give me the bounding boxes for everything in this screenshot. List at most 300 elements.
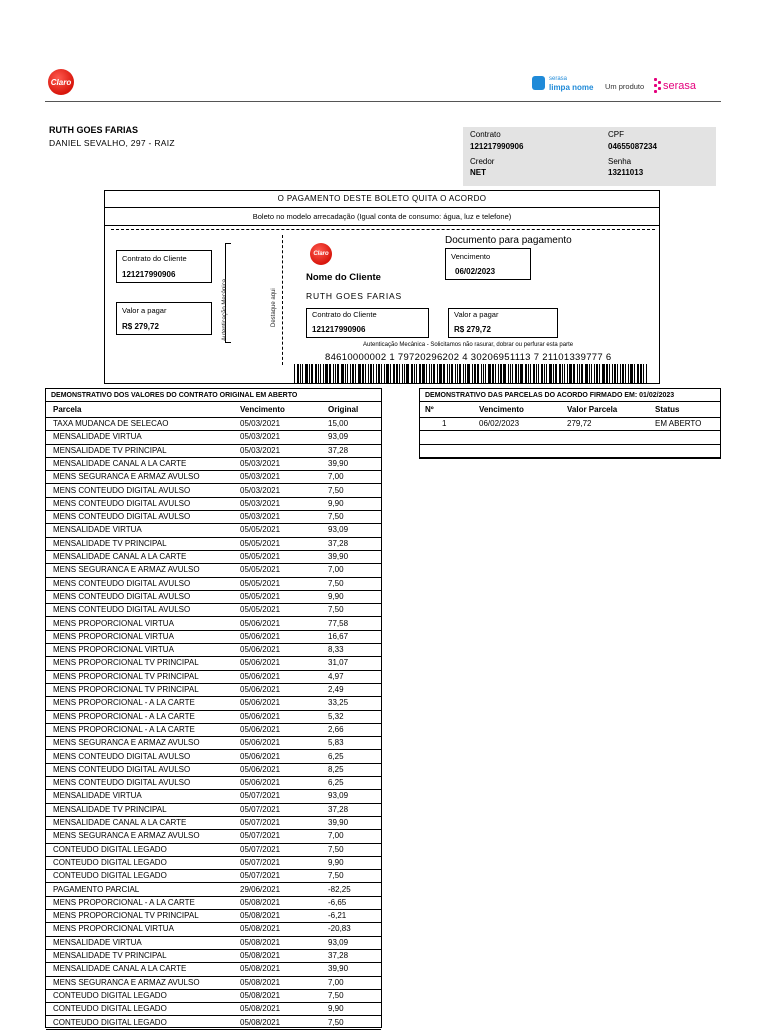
demonstrativo-original-title: DEMONSTRATIVO DOS VALORES DO CONTRATO ORIGINAL EM ABERTO [46,389,381,402]
vencimento-value: 06/02/2023 [455,267,496,276]
table-row [46,844,381,857]
vencimento-cell: 05/08/2021 [240,911,281,921]
table-row [46,418,381,431]
serasa-small-label: serasa [549,76,568,82]
barcode-bar [609,364,610,383]
stub-contrato-box [116,250,212,283]
barcode-bar [311,364,313,383]
original-cell: 93,09 [328,525,349,535]
serasa-limpa-nome-icon [532,76,545,90]
senha-value: 13211013 [608,168,644,177]
parcela-cell: MENSALIDADE TV PRINCIPAL [53,951,167,960]
documento-pagamento-title: Documento para pagamento [445,235,572,246]
table-row [46,764,381,777]
barcode-bar [431,364,432,383]
col-numero: Nº [425,405,434,414]
original-cell: 39,90 [328,818,349,827]
original-cell: 37,28 [328,445,349,455]
vencimento-cell: 05/07/2021 [240,791,281,801]
barcode-bar [596,364,598,383]
barcode-bar [416,364,417,383]
original-cell: 39,90 [328,458,349,468]
barcode-bar [381,364,382,383]
table-row [46,471,381,484]
barcode-bar [483,364,484,383]
autenticacao-vertical-label: Autenticação Mecânica [222,278,228,341]
barcode-bar [426,364,427,383]
original-cell: 5,83 [328,738,344,748]
barcode-bar [585,364,588,383]
barcode-bar [341,364,344,383]
original-cell: 2,49 [328,685,344,694]
barcode-bar [467,364,470,383]
original-cell: 7,50 [328,844,344,854]
barcode-bar [457,364,458,383]
table-row [46,485,381,498]
status-cell: EM ABERTO [655,419,702,428]
vencimento-cell: 05/03/2021 [240,512,281,522]
original-cell: 8,25 [328,764,344,774]
barcode-bar [510,364,511,383]
original-cell: 7,00 [328,472,344,482]
parcela-cell: CONTEUDO DIGITAL LEGADO [53,857,167,867]
table-row [420,431,720,444]
parcela-cell: MENS PROPORCIONAL - A LA CARTE [53,711,195,721]
barcode-bar [515,364,517,383]
parcela-cell: MENS PROPORCIONAL - A LA CARTE [53,724,195,734]
original-cell: 7,50 [328,578,344,588]
barcode-bar [329,364,331,383]
vencimento-cell: 29/06/2021 [240,884,281,894]
barcode-bar [350,364,351,383]
table-row [46,604,381,617]
barcode [294,364,650,383]
vencimento-cell: 05/08/2021 [240,897,281,907]
barcode-bar [465,364,466,383]
table-row [46,870,381,883]
barcode-bar [370,364,372,383]
barcode-bar [528,364,529,383]
barcode-bar [555,364,557,383]
table-row [46,591,381,604]
original-cell: 4,97 [328,671,344,681]
table-row [46,711,381,724]
original-cell: 7,50 [328,1017,344,1027]
barcode-bar [602,364,605,383]
barcode-bar [637,364,639,383]
vencimento-cell: 05/06/2021 [240,685,281,694]
original-cell: -20,83 [328,924,351,934]
barcode-bar [325,364,328,383]
barcode-bar [646,364,647,383]
vencimento-cell: 05/08/2021 [240,977,281,987]
table-row [46,923,381,936]
barcode-bar [433,364,435,383]
parcela-cell: MENS CONTEUDO DIGITAL AVULSO [53,605,191,615]
barcode-bar [443,364,445,383]
barcode-bar [472,364,473,383]
destaque-line [282,235,283,365]
vencimento-cell: 05/06/2021 [240,698,281,708]
original-cell: 9,90 [328,498,344,508]
original-cell: -82,25 [328,884,351,894]
parcela-cell: MENS CONTEUDO DIGITAL AVULSO [53,778,191,788]
parcela-cell: MENS SEGURANCA E ARMAZ AVULSO [53,977,200,987]
stub-contrato-value: 121217990906 [122,270,176,279]
nome-cliente-value: RUTH GOES FARIAS [306,291,402,301]
vencimento-cell: 05/06/2021 [240,764,281,774]
parcela-cell: MENSALIDADE VIRTUA [53,791,142,801]
nome-cliente-label: Nome do Cliente [306,272,381,283]
contract-info-box [463,127,716,186]
original-cell: 7,50 [328,871,344,881]
cpf-label: CPF [608,130,624,139]
parcela-cell: MENS CONTEUDO DIGITAL AVULSO [53,498,191,508]
barcode-bar [345,364,346,383]
barcode-bar [503,364,506,383]
barcode-bar [612,364,613,383]
original-cell: 9,90 [328,857,344,867]
vencimento-cell: 05/03/2021 [240,458,281,468]
parcela-cell: MENS PROPORCIONAL TV PRINCIPAL [53,658,199,668]
barcode-bar [553,364,554,383]
table-row [46,857,381,870]
table-row [46,445,381,458]
barcode-bar [297,364,299,383]
original-cell: 7,00 [328,831,344,841]
parcela-cell: MENSALIDADE VIRTUA [53,937,142,947]
barcode-bar [536,364,537,383]
barcode-bar [589,364,590,383]
barcode-bar [520,364,523,383]
original-cell: 16,67 [328,631,349,641]
vencimento-cell: 05/08/2021 [240,964,281,974]
vencimento-cell: 05/03/2021 [240,432,281,442]
original-cell: 6,25 [328,751,344,761]
table-row [46,498,381,511]
barcode-bar [315,364,317,383]
barcode-bar [533,364,535,383]
numero-cell: 1 [442,419,447,428]
parcela-cell: MENSALIDADE TV PRINCIPAL [53,538,167,548]
original-cell: 7,50 [328,512,344,522]
parcela-cell: MENS CONTEUDO DIGITAL AVULSO [53,751,191,761]
valor-pagar-value: R$ 279,72 [454,325,491,334]
barcode-bar [617,364,618,383]
barcode-bar [625,364,626,383]
barcode-bar [594,364,595,383]
table-row [46,458,381,471]
col-acordo-vencimento: Vencimento [479,405,524,414]
barcode-bar [577,364,578,383]
parcela-cell: MENSALIDADE CANAL A LA CARTE [53,552,187,561]
vencimento-cell: 05/05/2021 [240,591,281,601]
original-cell: 7,00 [328,977,344,987]
barcode-bar [414,364,415,383]
vencimento-cell: 05/07/2021 [240,871,281,881]
barcode-bar [477,364,479,383]
vencimento-cell: 05/07/2021 [240,804,281,814]
col-original: Original [328,405,359,414]
vencimento-cell: 05/06/2021 [240,778,281,788]
table-row [46,897,381,910]
parcela-cell: MENS PROPORCIONAL TV PRINCIPAL [53,685,199,694]
vencimento-cell: 05/08/2021 [240,1004,281,1014]
table-row [46,884,381,897]
original-cell: 93,09 [328,791,349,801]
parcela-cell: MENSALIDADE VIRTUA [53,525,142,535]
barcode-bar [459,364,461,383]
barcode-bar [386,364,389,383]
vencimento-cell: 05/05/2021 [240,605,281,615]
table-row [46,431,381,444]
header-divider [45,101,721,102]
senha-label: Senha [608,157,632,166]
valor-pagar-label: Valor a pagar [454,310,499,319]
barcode-bar [390,364,391,383]
table-row [420,445,720,458]
parcela-cell: CONTEUDO DIGITAL LEGADO [53,871,167,881]
original-cell: 6,25 [328,778,344,788]
parcela-cell: CONTEUDO DIGITAL LEGADO [53,1004,167,1014]
original-cell: 39,90 [328,964,349,974]
barcode-bar [562,364,563,383]
barcode-bar [411,364,413,383]
vencimento-cell: 05/06/2021 [240,645,281,655]
vencimento-cell: 05/05/2021 [240,552,281,561]
vencimento-cell: 05/07/2021 [240,844,281,854]
barcode-bar [559,364,561,383]
stub-valor-label: Valor a pagar [122,306,167,315]
vencimento-cell: 05/03/2021 [240,419,281,428]
table-row [420,418,720,431]
serasa-logo: serasa [663,80,697,92]
demonstrativo-original-table [45,388,382,1028]
original-cell: 39,90 [328,552,349,561]
destaque-vertical-label: Destaque aqui [271,288,277,327]
boleto-quita-text: O PAGAMENTO DESTE BOLETO QUITA O ACORDO [105,191,659,208]
linha-digitavel: 84610000002 1 79720296202 4 30206951113 7 21101339777 6 [325,352,612,363]
barcode-bar [538,364,539,383]
parcela-cell: CONTEUDO DIGITAL LEGADO [53,990,167,1000]
vencimento-cell: 05/06/2021 [240,631,281,641]
parcela-cell: MENS SEGURANCA E ARMAZ AVULSO [53,831,200,841]
valor-parcela-cell: 279,72 [567,419,592,428]
barcode-bar [564,364,565,383]
table-row [46,977,381,990]
parcela-cell: MENSALIDADE TV PRINCIPAL [53,804,167,814]
col-status: Status [655,405,680,414]
contrato-label: Contrato [470,130,501,139]
vencimento-cell: 05/06/2021 [240,671,281,681]
original-cell: 37,28 [328,538,349,548]
barcode-bar [643,364,644,383]
table-row [46,671,381,684]
original-cell: 93,09 [328,432,349,442]
table-row [46,618,381,631]
barcode-bar [376,364,377,383]
barcode-bar [300,364,301,383]
barcode-bar [320,364,321,383]
barcode-bar [508,364,509,383]
vencimento-cell: 05/05/2021 [240,565,281,575]
table-row [46,631,381,644]
barcode-bar [365,364,366,383]
boleto-slip [104,190,660,384]
parcela-cell: MENS CONTEUDO DIGITAL AVULSO [53,512,191,522]
demonstrativo-acordo-table [419,388,721,459]
customer-address: DANIEL SEVALHO, 297 - RAIZ [49,138,175,148]
barcode-bar [429,364,430,383]
barcode-bar [634,364,635,383]
barcode-bar [640,364,642,383]
boleto-modelo-text: Boleto no modelo arrecadação (Igual conta de consumo: água, luz e telefone) [105,208,659,226]
table-row [46,777,381,790]
original-cell: 37,28 [328,951,349,960]
vencimento-cell: 05/06/2021 [240,751,281,761]
barcode-bar [347,364,348,383]
vencimento-cell: 05/03/2021 [240,498,281,508]
barcode-bar [355,364,356,383]
contrato-cliente-label: Contrato do Cliente [312,310,377,319]
barcode-bar [352,364,354,383]
barcode-bar [488,364,491,383]
vencimento-cell: 05/03/2021 [240,445,281,455]
vencimento-cell: 05/07/2021 [240,818,281,827]
original-cell: 7,50 [328,485,344,495]
barcode-bar [567,364,568,383]
table-row [46,644,381,657]
barcode-bar [492,364,494,383]
customer-name: RUTH GOES FARIAS [49,125,139,135]
vencimento-cell: 05/05/2021 [240,538,281,548]
vencimento-cell: 05/06/2021 [240,711,281,721]
table-row [46,937,381,950]
parcela-cell: MENS PROPORCIONAL - A LA CARTE [53,698,195,708]
table-row [46,697,381,710]
barcode-bar [500,364,502,383]
original-cell: 7,50 [328,990,344,1000]
parcela-cell: MENS CONTEUDO DIGITAL AVULSO [53,764,191,774]
table-row [46,910,381,923]
stub-valor-box [116,302,212,335]
barcode-bar [402,364,403,383]
original-cell: 7,50 [328,605,344,615]
col-vencimento: Vencimento [240,405,285,414]
parcela-cell: MENSALIDADE VIRTUA [53,432,142,442]
barcode-bar [447,364,448,383]
table-row [46,657,381,670]
original-cell: 8,33 [328,645,344,655]
vencimento-cell: 05/08/2021 [240,990,281,1000]
barcode-bar [404,364,405,383]
barcode-bar [362,364,364,383]
vencimento-cell: 05/07/2021 [240,831,281,841]
barcode-bar [512,364,513,383]
barcode-bar [591,364,592,383]
credor-label: Credor [470,157,495,166]
barcode-bar [406,364,409,383]
vencimento-label: Vencimento [451,252,491,261]
original-cell: 15,00 [328,419,349,428]
vencimento-cell: 05/06/2021 [240,658,281,668]
parcela-cell: MENS PROPORCIONAL VIRTUA [53,618,174,628]
original-cell: 7,00 [328,565,344,575]
claro-logo: Claro [48,69,74,95]
barcode-bar [368,364,369,383]
barcode-bar [569,364,572,383]
barcode-bar [620,364,621,383]
table-row [46,511,381,524]
table-row [46,538,381,551]
parcela-cell: MENS PROPORCIONAL VIRTUA [53,631,174,641]
barcode-bar [396,364,398,383]
original-cell: 31,07 [328,658,349,668]
barcode-bar [455,364,456,383]
parcela-cell: MENS CONTEUDO DIGITAL AVULSO [53,591,191,601]
table-row [46,963,381,976]
original-cell: -6,65 [328,897,347,907]
barcode-bar [573,364,575,383]
original-cell: 37,28 [328,804,349,814]
original-cell: 5,32 [328,711,344,721]
barcode-bar [294,364,295,383]
parcela-cell: MENS PROPORCIONAL - A LA CARTE [53,897,195,907]
claro-small-logo: Claro [310,243,332,265]
table-row [46,1003,381,1016]
table-row [46,551,381,564]
parcela-cell: MENS SEGURANCA E ARMAZ AVULSO [53,738,200,748]
vencimento-cell: 05/06/2021 [240,738,281,748]
parcela-cell: MENS PROPORCIONAL TV PRINCIPAL [53,671,199,681]
table-row [46,830,381,843]
barcode-bar [546,364,547,383]
barcode-bar [485,364,486,383]
vencimento-cell: 05/06/2021 [240,724,281,734]
barcode-bar [333,364,334,383]
autenticacao-text: Autenticação Mecânica - Solicitamos não rasurar, dobrar ou perfurar esta parte [363,342,574,348]
barcode-bar [393,364,395,383]
barcode-bar [335,364,336,383]
barcode-bar [384,364,385,383]
cpf-value: 04655087234 [608,142,657,151]
table-row [46,578,381,591]
parcela-cell: CONTEUDO DIGITAL LEGADO [53,1017,167,1027]
parcela-cell: MENSALIDADE CANAL A LA CARTE [53,964,187,974]
vencimento-cell: 05/03/2021 [240,472,281,482]
barcode-bar [579,364,580,383]
table-row [46,564,381,577]
table-row [46,724,381,737]
vencimento-cell: 05/08/2021 [240,951,281,960]
vencimento-cell: 05/03/2021 [240,485,281,495]
vencimento-box [445,248,531,280]
col-parcela: Parcela [53,405,82,414]
barcode-bar [622,364,624,383]
barcode-bar [525,364,527,383]
barcode-bar [449,364,450,383]
parcela-cell: MENSALIDADE CANAL A LA CARTE [53,458,187,468]
parcela-cell: MENSALIDADE CANAL A LA CARTE [53,818,187,827]
credor-value: NET [470,168,486,177]
barcode-bar [599,364,600,383]
stub-contrato-label: Contrato do Cliente [122,254,187,263]
table-row [46,950,381,963]
table-row [46,817,381,830]
parcela-cell: MENSALIDADE TV PRINCIPAL [53,445,167,455]
contrato-cliente-value: 121217990906 [312,325,366,334]
barcode-bar [337,364,339,383]
